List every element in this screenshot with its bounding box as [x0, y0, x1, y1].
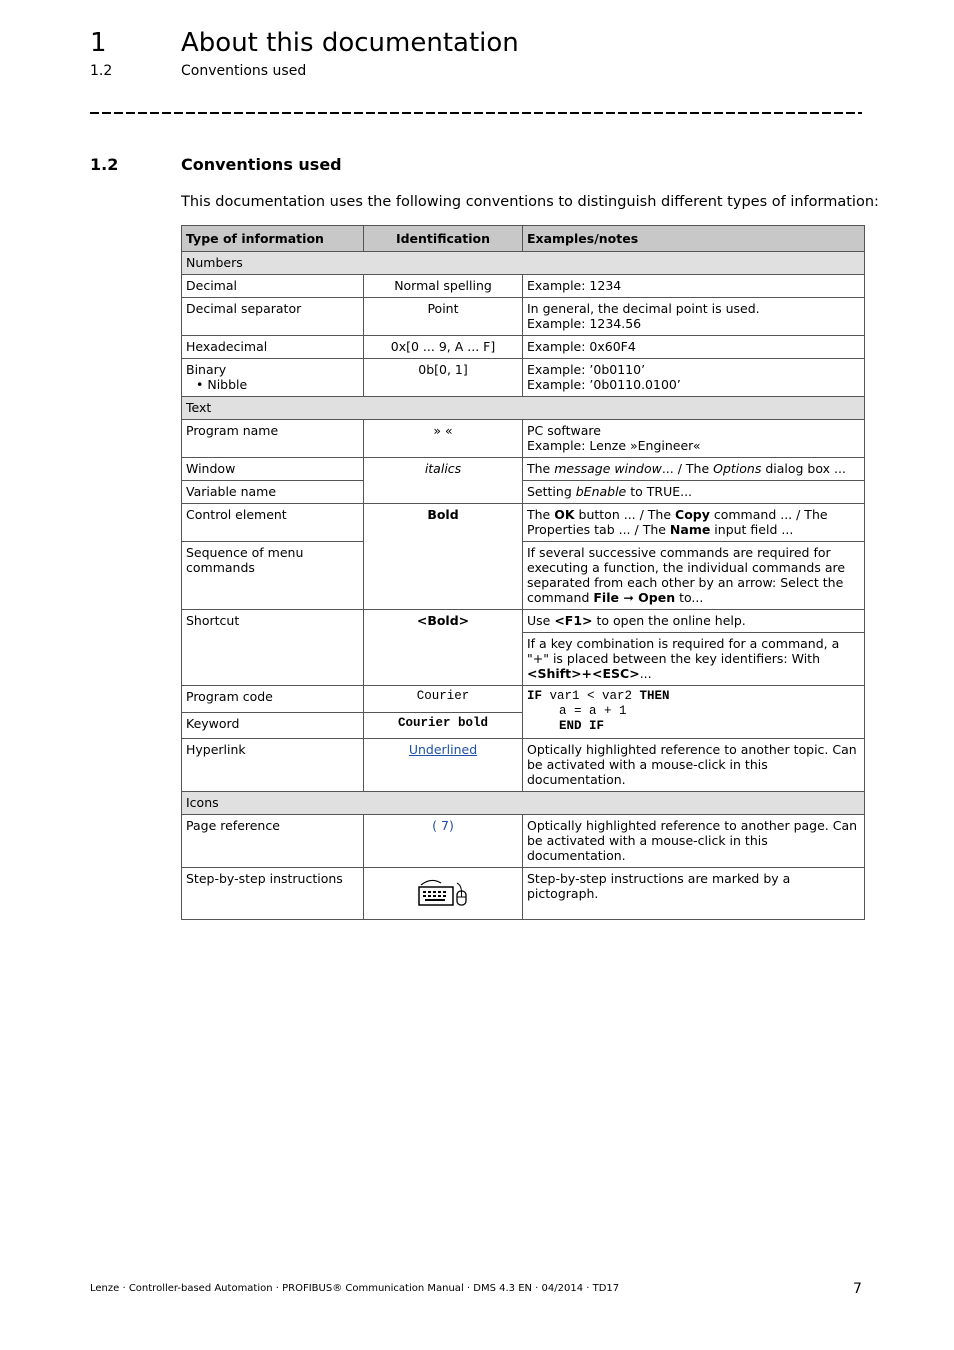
example-line: Example: Lenze »Engineer« [527, 438, 701, 453]
id-cell: Bold [364, 504, 523, 610]
underlined-link[interactable]: Underlined [408, 742, 478, 757]
type-cell: Step-by-step instructions [182, 868, 364, 920]
type-cell: Hyperlink [182, 739, 364, 792]
type-label: Binary [186, 362, 227, 377]
header-identification: Identification [364, 226, 523, 252]
id-cell: » « [364, 420, 523, 458]
keyboard-mouse-icon [417, 877, 469, 909]
example-line: PC software [527, 423, 601, 438]
id-cell: Courier [364, 686, 523, 713]
table-row [182, 739, 865, 792]
chapter-title: About this documentation [181, 28, 519, 58]
table-row [182, 542, 865, 610]
id-cell [364, 739, 523, 792]
table-row [182, 336, 865, 359]
table-row [182, 359, 865, 397]
page-number: 7 [853, 1281, 862, 1297]
id-cell: italics [364, 458, 523, 504]
id-cell: 0x[0 ... 9, A ... F] [364, 336, 523, 359]
type-cell: Program code [182, 686, 364, 713]
example-line: In general, the decimal point is used. [527, 301, 760, 316]
table-row [182, 610, 865, 633]
type-cell: Decimal separator [182, 298, 364, 336]
table-row [182, 420, 865, 458]
type-cell: Sequence of menu commands [182, 542, 364, 610]
type-cell: Control element [182, 504, 364, 542]
page-reference-link[interactable]: ( 7) [432, 818, 454, 833]
example-cell: Use <F1> to open the online help. [523, 610, 865, 633]
code-line: IF var1 < var2 THEN [527, 689, 670, 703]
table-row [182, 815, 865, 868]
type-cell: Window [182, 458, 364, 481]
id-cell: Courier bold [364, 712, 523, 739]
example-cell: Example: 0x60F4 [523, 336, 865, 359]
header-divider [90, 112, 862, 114]
type-sublabel: • Nibble [196, 377, 248, 392]
table-row [182, 298, 865, 336]
example-line: Example: 1234.56 [527, 316, 642, 331]
id-cell: <Bold> [364, 610, 523, 686]
example-cell: If a key combination is required for a command, a "+" is placed between the key identifiers: With <Shift>+<ESC>... [523, 633, 865, 686]
subchapter-title: Conventions used [181, 63, 307, 79]
subchapter-number: 1.2 [90, 63, 113, 79]
example-cell: Optically highlighted reference to another topic. Can be activated with a mouse-click in this documentation. [523, 739, 865, 792]
id-cell: 0b[0, 1] [364, 359, 523, 397]
footer-text: Lenze · Controller-based Automation · PROFIBUS® Communication Manual · DMS 4.3 EN · 04/2014 · TD17 [90, 1283, 620, 1294]
table-row [182, 275, 865, 298]
code-example-cell [523, 686, 865, 739]
example-cell: The message window... / The Options dialog box ... [523, 458, 865, 481]
example-cell: Step-by-step instructions are marked by a pictograph. [523, 868, 865, 920]
conventions-table [181, 225, 865, 920]
table-row [182, 504, 865, 542]
type-cell: Hexadecimal [182, 336, 364, 359]
intro-text: This documentation uses the following conventions to distinguish different types of information: [181, 194, 879, 210]
example-cell: Example: 1234 [523, 275, 865, 298]
id-cell: Point [364, 298, 523, 336]
type-cell: Keyword [182, 712, 364, 739]
example-cell [523, 359, 865, 397]
table-row [182, 481, 865, 504]
example-cell: The OK button ... / The Copy command ... / The Properties tab ... / The Name input field ... [523, 504, 865, 542]
section-number: 1.2 [90, 155, 119, 174]
table-row [182, 458, 865, 481]
example-cell [523, 420, 865, 458]
code-line: a = a + 1 [559, 704, 627, 718]
example-line: Example: ’0b0110’ [527, 362, 646, 377]
type-cell: Variable name [182, 481, 364, 504]
example-cell: Optically highlighted reference to another page. Can be activated with a mouse-click in this documentation. [523, 815, 865, 868]
id-cell [364, 868, 523, 920]
section-title: Conventions used [181, 155, 342, 174]
example-cell: If several successive commands are required for executing a function, the individual commands are separated from each other by an arrow: Select the command File ➞ Open to... [523, 542, 865, 610]
code-line: END IF [559, 719, 605, 733]
header-type: Type of information [182, 226, 364, 252]
type-cell [182, 359, 364, 397]
header-examples: Examples/notes [523, 226, 865, 252]
id-cell: Normal spelling [364, 275, 523, 298]
section-row-numbers: Numbers [182, 252, 865, 275]
example-cell: Setting bEnable to TRUE... [523, 481, 865, 504]
id-cell [364, 815, 523, 868]
table-row [182, 686, 865, 713]
table-row [182, 868, 865, 920]
example-cell [523, 298, 865, 336]
table-header-row [182, 226, 865, 252]
example-line: Example: ’0b0110.0100’ [527, 377, 681, 392]
section-row-text: Text [182, 397, 865, 420]
chapter-number: 1 [90, 28, 107, 58]
section-row-icons: Icons [182, 792, 865, 815]
type-cell: Decimal [182, 275, 364, 298]
type-cell: Shortcut [182, 610, 364, 686]
type-cell: Program name [182, 420, 364, 458]
type-cell: Page reference [182, 815, 364, 868]
